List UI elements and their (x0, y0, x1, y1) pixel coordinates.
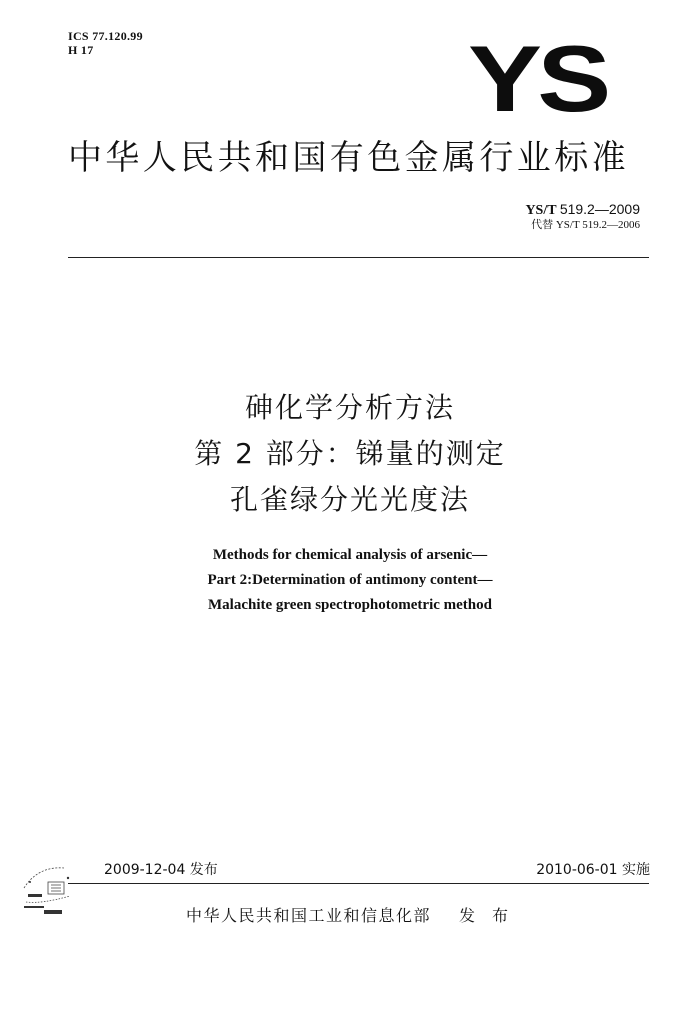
organization-title: 中华人民共和国有色金属行业标准 (68, 138, 629, 178)
title-cn-line3: 孔雀绿分光光度法 (229, 483, 470, 516)
effective-date: 2010-06-01 实施 (536, 862, 650, 878)
publisher-name: 中华人民共和国工业和信息化部 (185, 906, 431, 925)
h-code: H 17 (68, 43, 94, 57)
standard-number (525, 201, 640, 219)
title-en-line2: Part 2:Determination of antimony content— (207, 572, 493, 588)
footer-divider (68, 883, 649, 884)
publisher-action: 发 布 (458, 906, 515, 925)
publisher-line (0, 904, 700, 928)
standard-number-value: 519.2—2009 (559, 201, 640, 217)
ys-logo: YS (468, 26, 607, 131)
ics-code: ICS 77.120.99 (68, 29, 143, 43)
title-en-line3: Malachite green spectrophotometric method (208, 597, 492, 613)
standard-number-prefix: YS/T (525, 203, 557, 218)
replaces-standard: 代替 YS/T 519.2—2006 (531, 219, 640, 231)
title-cn-line2: 第 2 部分：锑量的测定 (194, 437, 506, 470)
title-cn-line1: 砷化学分析方法 (244, 391, 455, 424)
header-divider (68, 257, 649, 258)
issue-date: 2009-12-04 发布 (104, 862, 218, 878)
title-en-line1: Methods for chemical analysis of arsenic— (212, 547, 488, 563)
